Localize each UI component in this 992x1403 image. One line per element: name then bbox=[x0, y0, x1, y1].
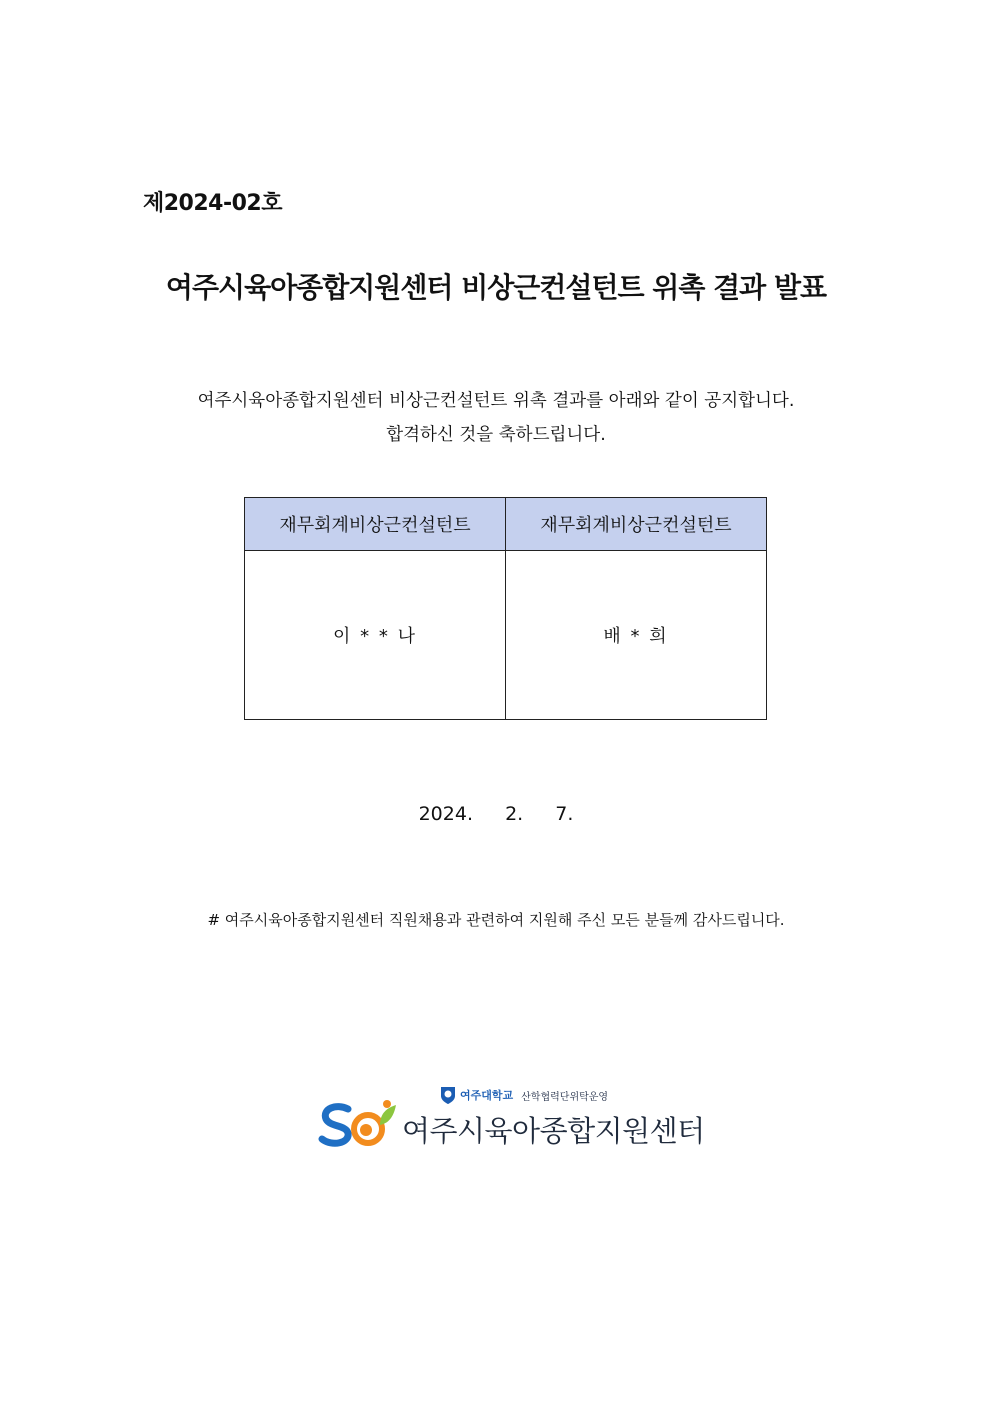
column-header-2: 재무회계비상근컨설턴트 bbox=[506, 498, 767, 551]
childcare-center-logo-icon bbox=[318, 1099, 400, 1149]
intro-text bbox=[0, 384, 992, 452]
announcement-date: 2024. 2. 7. bbox=[418, 803, 574, 825]
table-row bbox=[245, 551, 767, 720]
yeoju-university-shield-icon bbox=[440, 1086, 456, 1105]
center-logo bbox=[318, 1085, 705, 1149]
intro-line-1: 여주시육아종합지원센터 비상근컨설턴트 위촉 결과를 아래와 같이 공지합니다. bbox=[197, 391, 795, 411]
footnote: # 여주시육아종합지원센터 직원채용과 관련하여 지원해 주신 모든 분들께 감사드립니다. bbox=[207, 911, 785, 929]
operation-note: 산학협력단위탁운영 bbox=[521, 1091, 609, 1103]
table-header-row bbox=[245, 498, 767, 551]
university-name: 여주대학교 bbox=[460, 1089, 514, 1102]
selected-name-2: 배 * 희 bbox=[506, 551, 767, 720]
center-name: 여주시육아종합지원센터 bbox=[402, 1114, 705, 1148]
intro-line-2: 합격하신 것을 축하드립니다. bbox=[386, 425, 606, 445]
column-header-1: 재무회계비상근컨설턴트 bbox=[245, 498, 506, 551]
results-table bbox=[244, 497, 767, 720]
selected-name-1: 이 * * 나 bbox=[245, 551, 506, 720]
document-number: 제2024-02호 bbox=[143, 191, 282, 216]
document-title: 여주시육아종합지원센터 비상근컨설턴트 위촉 결과 발표 bbox=[165, 271, 827, 304]
university-badge bbox=[440, 1085, 608, 1105]
